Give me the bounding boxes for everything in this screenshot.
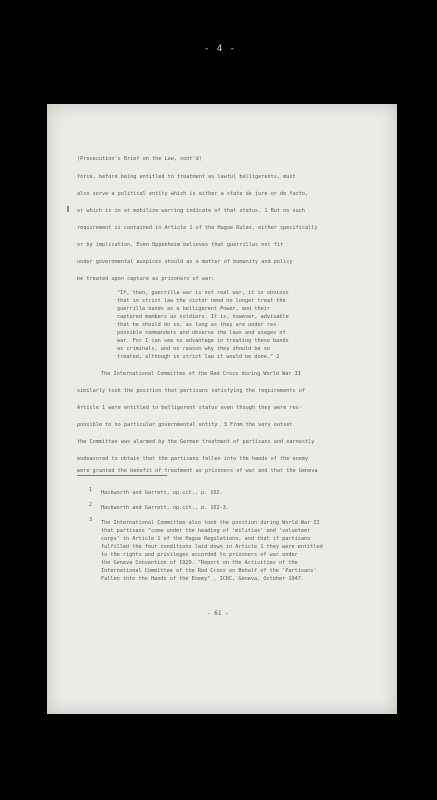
body-line: similarly took the position that partisans satisfying the requirements of (77, 388, 305, 394)
body-line: ponsible to no particular governmental entity. 3 From the very outset (77, 422, 293, 428)
footnote-rule (77, 475, 167, 476)
footnote-text: Hackworth and Garrett, op.cit., p. 102. (101, 490, 223, 496)
quote-line: war. For I can see no advantage in treating these bands (117, 338, 289, 344)
quote-line: ponsible commanders and observe the laws and usages of (117, 330, 286, 336)
body-line: were granted the benefit of treatment as prisoners of war and that the Geneva (77, 468, 318, 474)
footnote-text: The International Committee also took the position during World War II (101, 520, 320, 526)
body-line: Article 1 were entitled to belligerent status even though they were res- (77, 405, 302, 411)
body-line: also serve a political entity which is either a state de jure or de facto, (77, 191, 309, 197)
footnote-text: that partisans "come under the heading of 'militias' and 'volunteer (101, 528, 311, 534)
footnote-text: Hackworth and Garrett, op.cit., p. 102-3. (101, 505, 230, 511)
body-line: endeavored to obtain that the partisans fallen into the hands of the enemy (77, 456, 309, 462)
page-heading: (Prosecution's Brief on the Law, cont'd) (77, 156, 202, 162)
body-line: under governmental auspices should as a matter of humanity and policy (77, 259, 293, 265)
body-line: or which is in at mobilize warring indicate of that status. 1 But no such (77, 208, 305, 214)
footnote-text: the Geneva Convention of 1929. "Report on the Activities of the (101, 560, 298, 566)
footnote-text: Fallen into the Hands of the Enemy" , ICRC, Geneva, October 1947. (101, 576, 305, 582)
document-page (47, 104, 397, 714)
quote-line: that in strict law the victor need no longer treat the (117, 298, 286, 304)
quote-line: captured members as soldiers. It is, however, advisable (117, 314, 289, 320)
footnote-text: to the rights and privileges accorded to prisoners of war under (101, 552, 298, 558)
body-line: or by implication. Even Oppenheim believes that guerrillas not fit (77, 242, 284, 248)
body-line: The International Committee of the Red Cross during World War II (101, 371, 301, 377)
body-line: requirement is contained in Article 1 of the Hague Rules, either specifically (77, 225, 318, 231)
footnote-number: 2 (89, 502, 93, 508)
page-number: - 61 - (207, 610, 229, 617)
footnote-text: fulfilled the four conditions laid down in Article 1 they were entitled (101, 544, 323, 550)
footnote-number: 1 (89, 487, 93, 493)
body-line: be treated upon capture as prisoners of war: (77, 276, 215, 282)
quote-line: guerrilla bands as a belligerent Power, and their (117, 306, 271, 312)
quote-line: that he should do so, as long as they are under res- (117, 322, 280, 328)
footnote-text: corps' in Article 1 of the Hague Regulations, and that if partisans (101, 536, 311, 542)
footnote-text: International Committee of the Red Cross on Behalf of the 'Partisans' (101, 568, 317, 574)
frame-number: - 4 - (203, 44, 237, 54)
body-line: the Committee was alarmed by the German treatment of partisans and earnestly (77, 439, 315, 445)
quote-line: as criminals, and no reason why they should be so (117, 346, 271, 352)
body-line: force, before being entitled to treatment as lawful belligerents, must (77, 174, 296, 180)
footnote-number: 3 (89, 517, 93, 523)
quote-line: treated, although in strict law it would be done." 2 (117, 354, 280, 360)
margin-mark (67, 206, 69, 212)
quote-line: "If, then, guerrilla war is not real war, it is obvious (117, 290, 289, 296)
